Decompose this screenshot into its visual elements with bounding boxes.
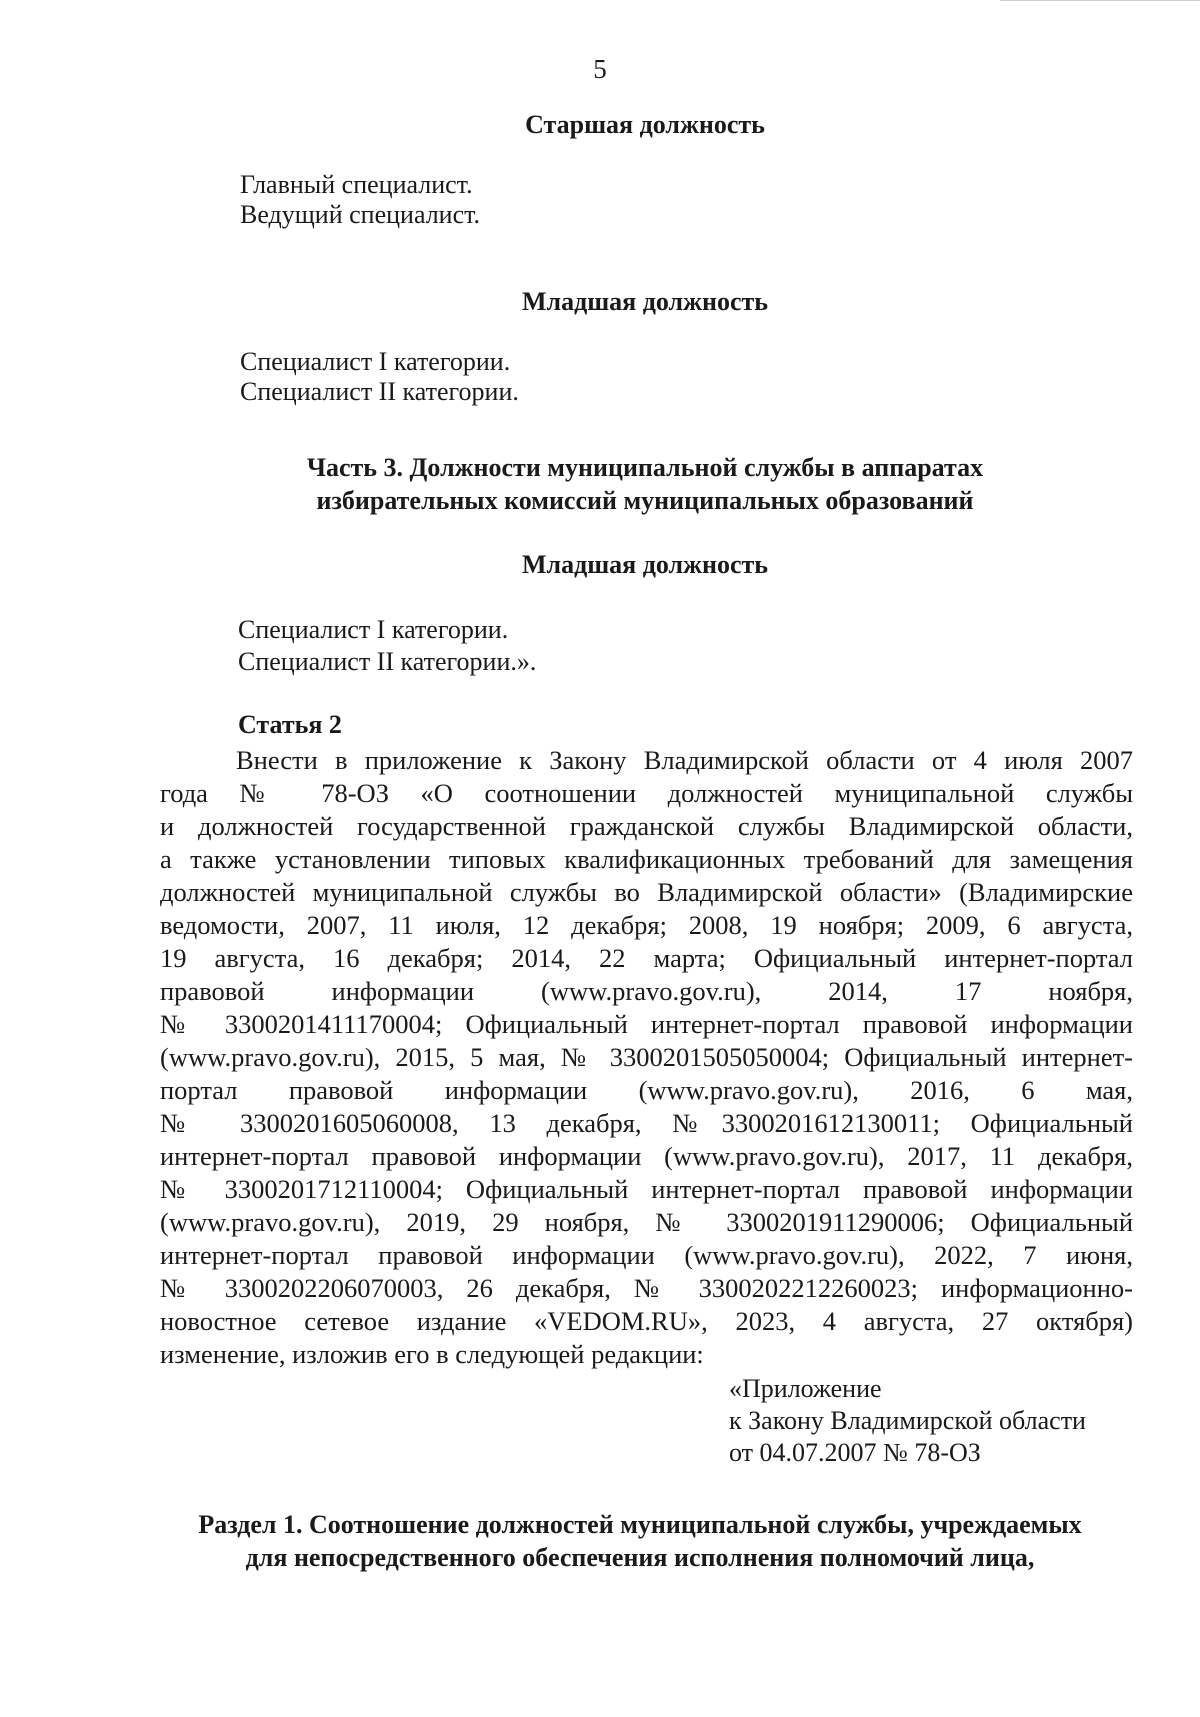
body-line: № 3300202206070003, 26 декабря, № 3300202212260023; информационно- bbox=[160, 1273, 1133, 1303]
section1-title-line1: Раздел 1. Соотношение должностей муниципальной службы, учреждаемых bbox=[198, 1510, 1082, 1539]
body-line: новостное сетевое издание «VEDOM.RU», 2023, 4 августа, 27 октября) bbox=[160, 1306, 1133, 1336]
article2-title: Статья 2 bbox=[238, 710, 342, 739]
list-item: Главный специалист. bbox=[240, 170, 473, 199]
body-line: № 3300201712110004; Официальный интернет-портал правовой информации bbox=[160, 1174, 1133, 1204]
part3-title-line1: Часть 3. Должности муниципальной службы в аппаратах bbox=[306, 453, 984, 482]
part3-junior-heading: Младшая должность bbox=[521, 550, 769, 579]
body-line: Внести в приложение к Закону Владимирской области от 4 июля 2007 bbox=[236, 745, 1133, 775]
body-line: интернет-портал правовой информации (www.pravo.gov.ru), 2022, 7 июня, bbox=[160, 1240, 1133, 1270]
body-line: № 3300201605060008, 13 декабря, №3300201612130011; Официальный bbox=[160, 1108, 1133, 1138]
list-item: Специалист I категории. bbox=[240, 347, 511, 376]
appendix-ref-line3: от 04.07.2007 № 78-ОЗ bbox=[729, 1438, 981, 1467]
section1-title bbox=[150, 1508, 1130, 1574]
body-line: должностей муниципальной службы во Владимирской области» (Владимирские bbox=[160, 877, 1133, 907]
senior-position-heading: Старшая должность bbox=[525, 110, 765, 139]
part3-title-line2: избирательных комиссий муниципальных образований bbox=[316, 486, 974, 515]
body-line: правовой информации (www.pravo.gov.ru), 2014, 17 ноября, bbox=[160, 976, 1133, 1006]
body-line: ведомости, 2007, 11 июля, 12 декабря; 2008, 19 ноября; 2009, 6 августа, bbox=[160, 910, 1133, 940]
junior-position-heading: Младшая должность bbox=[521, 287, 769, 316]
part3-title bbox=[160, 451, 1130, 517]
body-line: (www.pravo.gov.ru), 2015, 5 мая, № 3300201505050004; Официальный интернет- bbox=[160, 1042, 1133, 1072]
scan-edge-line bbox=[1000, 0, 1200, 1]
list-item: Специалист II категории. bbox=[240, 377, 519, 406]
body-line: интернет-портал правовой информации (www.pravo.gov.ru), 2017, 11 декабря, bbox=[160, 1141, 1133, 1171]
body-line: года № 78-ОЗ «О соотношении должностей муниципальной службы bbox=[160, 778, 1133, 808]
body-line: и должностей государственной гражданской службы Владимирской области, bbox=[160, 811, 1133, 841]
list-item: Специалист I категории. bbox=[238, 615, 509, 644]
list-item: Специалист II категории.». bbox=[238, 647, 537, 676]
page-number: 5 bbox=[593, 54, 607, 84]
body-line: портал правовой информации (www.pravo.gov.ru), 2016, 6 мая, bbox=[160, 1075, 1133, 1105]
body-line: (www.pravo.gov.ru), 2019, 29 ноября, № 3300201911290006; Официальный bbox=[160, 1207, 1133, 1237]
body-line: 19 августа, 16 декабря; 2014, 22 марта; Официальный интернет-портал bbox=[160, 943, 1133, 973]
body-line: изменение, изложив его в следующей редакции: bbox=[160, 1339, 704, 1369]
body-line: № 3300201411170004; Официальный интернет-портал правовой информации bbox=[160, 1009, 1133, 1039]
appendix-ref-line2: к Закону Владимирской области bbox=[729, 1406, 1086, 1435]
body-line: а также установлении типовых квалификационных требований для замещения bbox=[160, 844, 1133, 874]
appendix-ref-line1: «Приложение bbox=[729, 1374, 882, 1403]
list-item: Ведущий специалист. bbox=[240, 200, 481, 229]
section1-title-line2: для непосредственного обеспечения исполнения полномочий лица, bbox=[245, 1543, 1035, 1572]
